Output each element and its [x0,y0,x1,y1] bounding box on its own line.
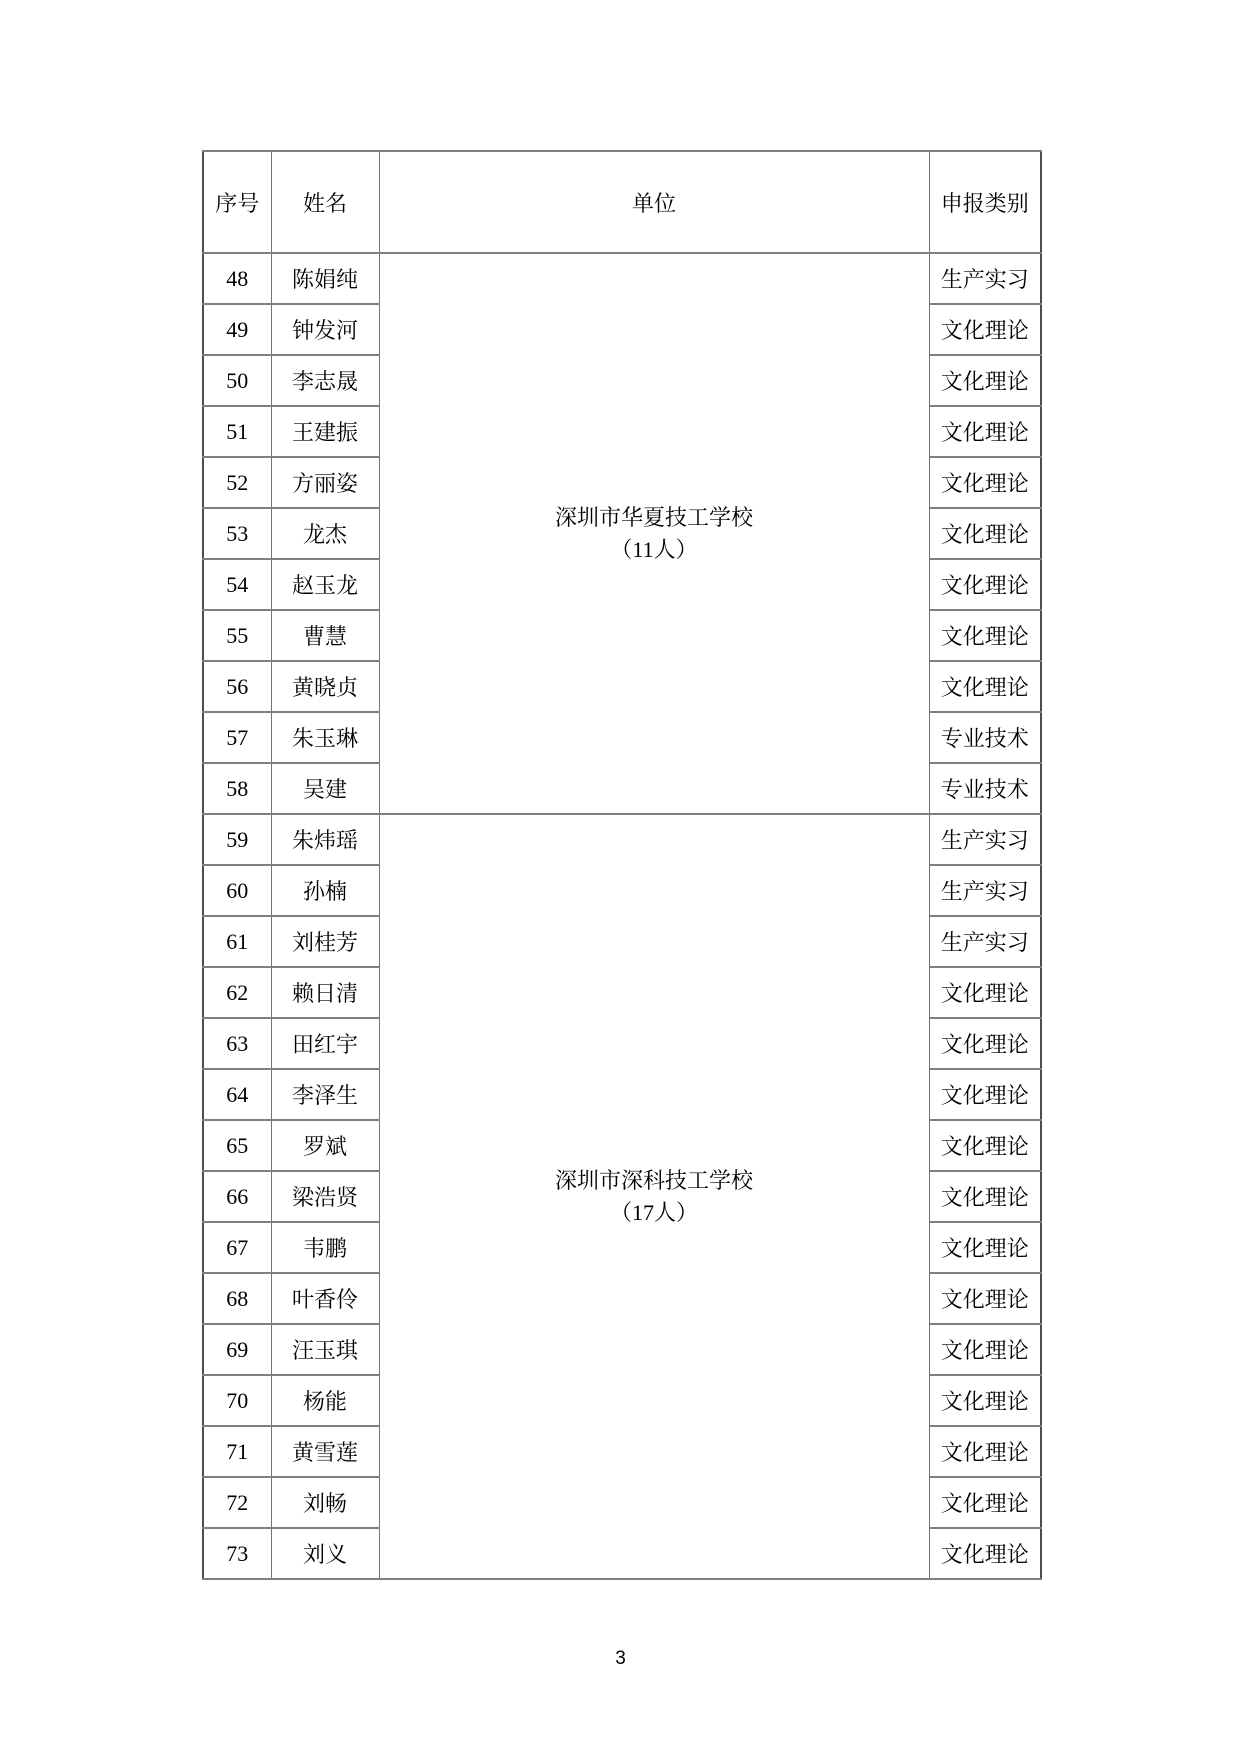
row-name-cell: 龙杰 [271,508,379,559]
row-name-cell: 梁浩贤 [271,1171,379,1222]
row-serial-cell: 58 [203,763,271,814]
row-serial-cell: 63 [203,1018,271,1069]
row-serial-cell: 60 [203,865,271,916]
row-name-cell: 罗斌 [271,1120,379,1171]
page-number: 3 [615,1648,626,1669]
row-serial-cell: 49 [203,304,271,355]
row-category-cell: 文化理论 [929,406,1041,457]
header-category: 申报类别 [929,151,1041,253]
row-serial-cell: 48 [203,253,271,304]
row-serial-cell: 56 [203,661,271,712]
row-category-cell: 文化理论 [929,355,1041,406]
row-category-cell: 文化理论 [929,1426,1041,1477]
row-category-cell: 生产实习 [929,916,1041,967]
row-category-cell: 文化理论 [929,1018,1041,1069]
row-serial-cell: 53 [203,508,271,559]
row-serial-cell: 68 [203,1273,271,1324]
row-category-cell: 文化理论 [929,1477,1041,1528]
row-serial-cell: 51 [203,406,271,457]
unit-count: （17人） [609,1199,698,1225]
row-serial-cell: 64 [203,1069,271,1120]
row-category-cell: 文化理论 [929,661,1041,712]
row-serial-cell: 66 [203,1171,271,1222]
row-name-cell: 刘义 [271,1528,379,1579]
row-serial-cell: 55 [203,610,271,661]
roster-table-container [202,150,1042,1580]
row-serial-cell: 71 [203,1426,271,1477]
row-category-cell: 文化理论 [929,1528,1041,1579]
row-category-cell: 文化理论 [929,1069,1041,1120]
row-serial-cell: 65 [203,1120,271,1171]
row-name-cell: 刘桂芳 [271,916,379,967]
unit-name: 深圳市华夏技工学校 [554,504,753,530]
header-serial-number: 序号 [203,151,271,253]
row-category-cell: 文化理论 [929,457,1041,508]
roster-table [202,150,1042,1580]
table-row [203,253,1041,304]
row-category-cell: 文化理论 [929,1171,1041,1222]
row-serial-cell: 69 [203,1324,271,1375]
row-category-cell: 文化理论 [929,304,1041,355]
row-serial-cell: 73 [203,1528,271,1579]
row-category-cell: 文化理论 [929,1375,1041,1426]
row-name-cell: 黄晓贞 [271,661,379,712]
row-category-cell: 文化理论 [929,1222,1041,1273]
row-name-cell: 赵玉龙 [271,559,379,610]
table-row [203,814,1041,865]
row-category-cell: 文化理论 [929,610,1041,661]
header-name: 姓名 [271,151,379,253]
row-serial-cell: 67 [203,1222,271,1273]
row-category-cell: 专业技术 [929,712,1041,763]
row-serial-cell: 72 [203,1477,271,1528]
row-serial-cell: 59 [203,814,271,865]
row-serial-cell: 50 [203,355,271,406]
row-name-cell: 朱炜瑶 [271,814,379,865]
row-name-cell: 赖日清 [271,967,379,1018]
row-name-cell: 曹慧 [271,610,379,661]
row-serial-cell: 70 [203,1375,271,1426]
row-category-cell: 文化理论 [929,1120,1041,1171]
row-serial-cell: 62 [203,967,271,1018]
table-header-row [203,151,1041,253]
row-name-cell: 李志晟 [271,355,379,406]
row-serial-cell: 61 [203,916,271,967]
row-category-cell: 生产实习 [929,865,1041,916]
row-name-cell: 韦鹏 [271,1222,379,1273]
row-name-cell: 王建振 [271,406,379,457]
row-serial-cell: 57 [203,712,271,763]
row-name-cell: 钟发河 [271,304,379,355]
row-category-cell: 文化理论 [929,1273,1041,1324]
row-name-cell: 叶香伶 [271,1273,379,1324]
unit-cell [379,253,929,814]
row-name-cell: 孙楠 [271,865,379,916]
row-name-cell: 方丽姿 [271,457,379,508]
unit-count: （11人） [610,536,698,562]
row-serial-cell: 52 [203,457,271,508]
row-name-cell: 杨能 [271,1375,379,1426]
unit-name: 深圳市深科技工学校 [554,1167,753,1193]
row-category-cell: 专业技术 [929,763,1041,814]
row-name-cell: 吴建 [271,763,379,814]
row-category-cell: 文化理论 [929,508,1041,559]
header-unit: 单位 [379,151,929,253]
row-name-cell: 李泽生 [271,1069,379,1120]
row-name-cell: 朱玉琳 [271,712,379,763]
row-category-cell: 文化理论 [929,1324,1041,1375]
row-name-cell: 汪玉琪 [271,1324,379,1375]
row-name-cell: 田红宇 [271,1018,379,1069]
row-category-cell: 文化理论 [929,559,1041,610]
unit-cell [379,814,929,1579]
row-name-cell: 刘畅 [271,1477,379,1528]
row-name-cell: 黄雪莲 [271,1426,379,1477]
row-category-cell: 生产实习 [929,814,1041,865]
row-category-cell: 生产实习 [929,253,1041,304]
row-category-cell: 文化理论 [929,967,1041,1018]
row-name-cell: 陈娟纯 [271,253,379,304]
row-serial-cell: 54 [203,559,271,610]
